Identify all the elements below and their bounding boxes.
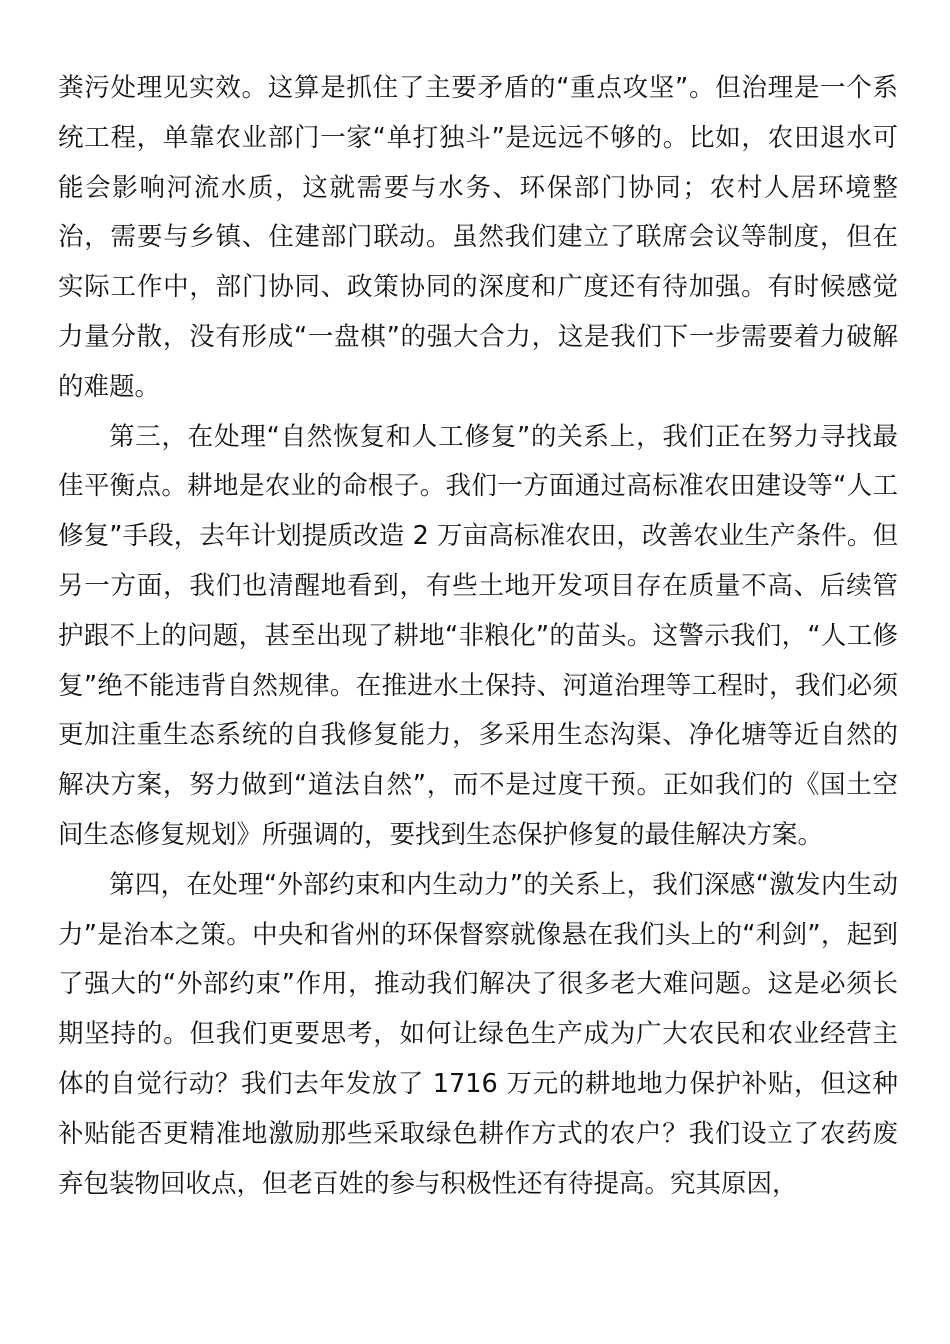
paragraph-fourth-point: 第四，在处理“外部约束和内生动力”的关系上，我们深感“激发内生动力”是治本之策。中央和省州的环保督察就像悬在我们头上的“利剑”，起到了强大的“外部约束”作用，推动我们解决了很多老大难问题。这是必须长期坚持的。但我们更要思考，如何让绿色生产成为广大农民和农业经营主体的自觉行动？我们去年发放了 1716 万元的耕地地力保护补贴，但这种补贴能否更精准地激励那些采取绿色耕作方式的农户？我们设立了农药废弃包装物回收点，但老百姓的参与积极性还有待提高。究其原因， [58,869,898,1199]
document-body [58,64,898,1209]
paragraph-continuation: 粪污处理见实效。这算是抓住了主要矛盾的“重点攻坚”。但治理是一个系统工程，单靠农业部门一家“单打独斗”是远远不够的。比如，农田退水可能会影响河流水质，这就需要与水务、环保部门协同；农村人居环境整治，需要与乡镇、住建部门联动。虽然我们建立了联席会议等制度，但在实际工作中，部门协同、政策协同的深度和广度还有待加强。有时候感觉力量分散，没有形成“一盘棋”的强大合力，这是我们下一步需要着力破解的难题。 [58,73,898,402]
paragraph-third-point: 第三，在处理“自然恢复和人工修复”的关系上，我们正在努力寻找最佳平衡点。耕地是农业的命根子。我们一方面通过高标准农田建设等“人工修复”手段，去年计划提质改造 2 万亩高标准农田，改善农业生产条件。但另一方面，我们也清醒地看到，有些土地开发项目存在质量不高、后续管护跟不上的问题，甚至出现了耕地“非粮化”的苗头。这警示我们，“人工修复”绝不能违背自然规律。在推进水土保持、河道治理等工程时，我们必须更加注重生态系统的自我修复能力，多采用生态沟渠、净化塘等近自然的解决方案，努力做到“道法自然”，而不是过度干预。正如我们的《国土空间生态修复规划》所强调的，要找到生态保护修复的最佳解决方案。 [58,421,898,850]
